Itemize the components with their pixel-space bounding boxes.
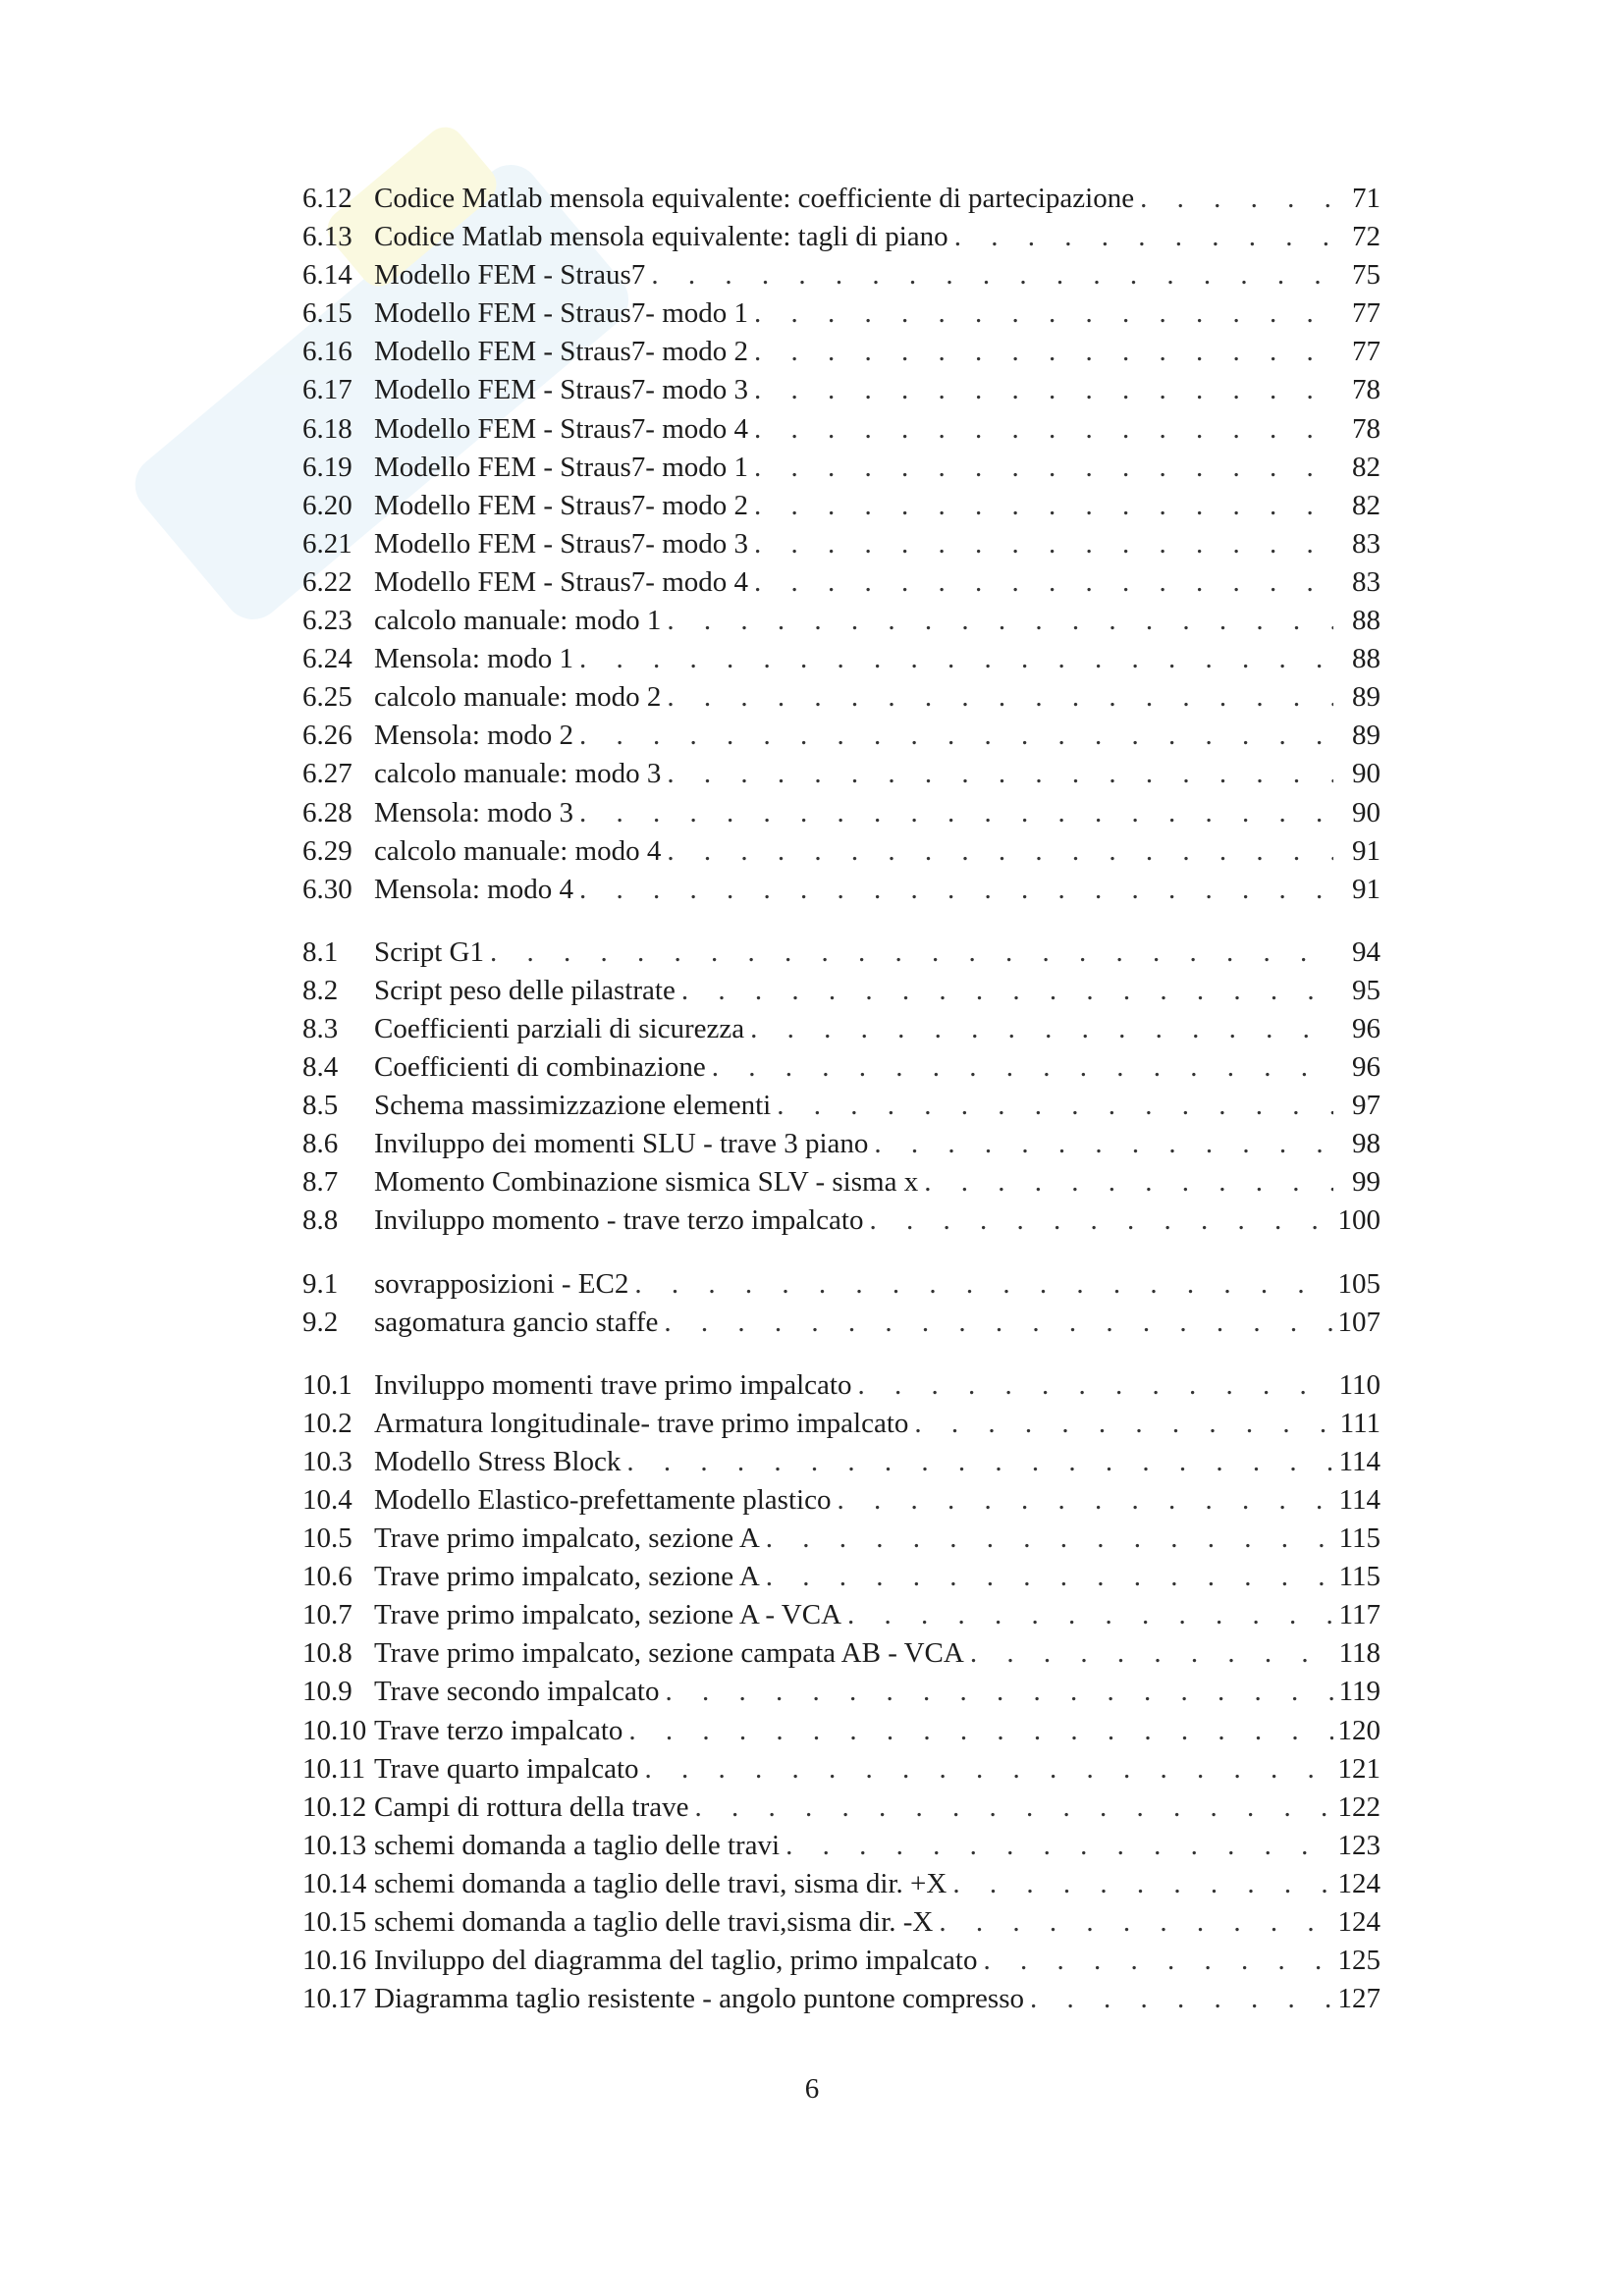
dot-leader (964, 1634, 1333, 1673)
dot-leader (831, 1481, 1333, 1520)
toc-entry[interactable] (302, 1634, 1380, 1673)
page-ref: 117 (1338, 1599, 1380, 1631)
figure-title: Modello FEM - Straus7- modo 2 (374, 489, 749, 521)
page-ref: 82 (1352, 451, 1380, 483)
page-ref: 88 (1352, 605, 1380, 637)
page-ref: 77 (1352, 336, 1380, 368)
figure-number: 10.11 (302, 1752, 366, 1785)
toc-entry[interactable] (302, 1201, 1380, 1240)
dot-leader (748, 333, 1333, 371)
dot-leader (484, 934, 1333, 972)
figure-title: Coefficienti di combinazione (374, 1051, 706, 1084)
figure-number: 10.12 (302, 1790, 367, 1823)
dot-leader (780, 1827, 1333, 1865)
figure-number: 6.29 (302, 834, 352, 867)
dot-leader (748, 525, 1333, 563)
figure-number: 9.2 (302, 1306, 339, 1338)
toc-entry[interactable] (302, 1048, 1380, 1087)
figure-title: Codice Matlab mensola equivalente: coefficiente di partecipazione (374, 183, 1135, 214)
figure-title: Trave quarto impalcato (374, 1752, 639, 1785)
toc-entry[interactable] (302, 525, 1380, 563)
page-ref: 122 (1337, 1790, 1380, 1823)
page-ref: 78 (1352, 374, 1380, 406)
toc-entry[interactable] (302, 972, 1380, 1010)
dot-leader (658, 1304, 1333, 1342)
page-ref: 98 (1352, 1128, 1380, 1160)
figure-number: 8.2 (302, 974, 339, 1006)
toc-entry[interactable] (302, 1304, 1380, 1342)
toc-entry[interactable] (302, 1125, 1380, 1163)
dot-leader (639, 1750, 1333, 1789)
toc-entry[interactable] (302, 1405, 1380, 1443)
page-ref: 82 (1352, 489, 1380, 521)
toc-entry[interactable] (302, 1827, 1380, 1865)
figure-number: 8.5 (302, 1090, 339, 1122)
figure-title: Trave primo impalcato, sezione campata AB - VCA (374, 1637, 964, 1670)
toc-group (302, 934, 1380, 1241)
figure-number: 10.2 (302, 1407, 352, 1439)
page-ref: 124 (1337, 1867, 1380, 1899)
toc-entry[interactable] (302, 1163, 1380, 1201)
figure-number: 6.28 (302, 796, 352, 828)
figure-title: Modello FEM - Straus7- modo 2 (374, 336, 749, 368)
page-ref: 124 (1337, 1906, 1380, 1939)
page-ref: 75 (1352, 259, 1380, 292)
figure-number: 10.15 (302, 1906, 367, 1939)
dot-leader (676, 972, 1333, 1010)
figure-number: 8.7 (302, 1166, 339, 1199)
dot-leader (868, 1125, 1333, 1163)
page-ref: 110 (1338, 1368, 1380, 1401)
dot-leader (918, 1163, 1333, 1201)
toc-entry[interactable] (302, 1366, 1380, 1405)
figure-number: 6.15 (302, 297, 352, 330)
toc-entry[interactable] (302, 1673, 1380, 1711)
figure-title: Trave primo impalcato, sezione A (374, 1522, 760, 1555)
dot-leader (748, 371, 1333, 409)
page-ref: 91 (1352, 873, 1380, 905)
figure-title: Mensola: modo 1 (374, 643, 573, 675)
page-ref: 114 (1338, 1484, 1380, 1516)
figure-title: calcolo manuale: modo 3 (374, 758, 662, 790)
dot-leader (661, 832, 1333, 871)
toc-entry[interactable] (302, 678, 1380, 717)
list-of-figures (302, 180, 1380, 2043)
page-ref: 121 (1337, 1752, 1380, 1785)
toc-entry[interactable] (302, 1443, 1380, 1481)
figure-title: Script G1 (374, 935, 484, 968)
dot-leader (661, 602, 1333, 640)
figure-number: 10.17 (302, 1983, 367, 2015)
dot-leader (947, 1865, 1333, 1903)
figure-number: 6.14 (302, 259, 352, 292)
dot-leader (645, 256, 1333, 294)
page-ref: 115 (1338, 1561, 1380, 1593)
figure-title: Inviluppo dei momenti SLU - trave 3 piano (374, 1128, 869, 1160)
page-ref: 77 (1352, 297, 1380, 330)
figure-number: 10.10 (302, 1714, 367, 1746)
page-ref: 89 (1352, 720, 1380, 752)
page-ref: 120 (1337, 1714, 1380, 1746)
toc-entry[interactable] (302, 602, 1380, 640)
dot-leader (771, 1087, 1333, 1125)
toc-entry[interactable] (302, 256, 1380, 294)
toc-entry[interactable] (302, 218, 1380, 256)
dot-leader (863, 1201, 1333, 1240)
figure-number: 10.4 (302, 1484, 352, 1516)
toc-group (302, 1366, 1380, 2019)
figure-number: 6.21 (302, 527, 352, 560)
dot-leader (1134, 180, 1333, 218)
dot-leader (1024, 1980, 1333, 2018)
figure-title: Modello FEM - Straus7- modo 4 (374, 412, 749, 445)
dot-leader (628, 1265, 1333, 1304)
page-ref: 83 (1352, 565, 1380, 598)
toc-entry[interactable] (302, 1980, 1380, 2018)
page-ref: 107 (1337, 1306, 1380, 1338)
toc-entry[interactable] (302, 371, 1380, 409)
dot-leader (748, 563, 1333, 602)
page-ref: 96 (1352, 1051, 1380, 1084)
figure-title: Armatura longitudinale- trave primo impalcato (374, 1407, 909, 1439)
figure-number: 6.26 (302, 720, 352, 752)
figure-number: 6.30 (302, 873, 352, 905)
figure-title: Diagramma taglio resistente - angolo puntone compresso (374, 1983, 1024, 2015)
toc-entry[interactable] (302, 1265, 1380, 1304)
dot-leader (573, 717, 1333, 755)
dot-leader (661, 678, 1333, 717)
figure-title: schemi domanda a taglio delle travi,sisma dir. -X (374, 1906, 934, 1939)
toc-entry[interactable] (302, 794, 1380, 832)
toc-entry[interactable] (302, 1942, 1380, 1980)
toc-entry[interactable] (302, 563, 1380, 602)
page-ref: 96 (1352, 1012, 1380, 1044)
page-ref: 114 (1338, 1445, 1380, 1477)
page-ref: 90 (1352, 758, 1380, 790)
figure-title: Modello FEM - Straus7 (374, 259, 646, 292)
page-ref: 100 (1337, 1204, 1380, 1237)
figure-number: 6.16 (302, 336, 352, 368)
figure-number: 6.12 (302, 183, 352, 214)
figure-number: 8.6 (302, 1128, 339, 1160)
dot-leader (933, 1903, 1333, 1942)
figure-title: Inviluppo momenti trave primo impalcato (374, 1368, 852, 1401)
page-ref: 78 (1352, 412, 1380, 445)
page-ref: 118 (1338, 1637, 1380, 1670)
figure-title: calcolo manuale: modo 2 (374, 681, 662, 714)
page-ref: 88 (1352, 643, 1380, 675)
toc-group (302, 180, 1380, 909)
figure-number: 6.25 (302, 681, 352, 714)
figure-title: Modello Elastico-prefettamente plastico (374, 1484, 832, 1516)
figure-number: 8.8 (302, 1204, 339, 1237)
dot-leader (841, 1596, 1333, 1634)
figure-number: 10.8 (302, 1637, 352, 1670)
figure-title: Codice Matlab mensola equivalente: tagli di piano (374, 221, 948, 253)
dot-leader (851, 1366, 1333, 1405)
page-ref: 125 (1337, 1945, 1380, 1977)
figure-number: 6.24 (302, 643, 352, 675)
dot-leader (748, 487, 1333, 525)
figure-number: 6.13 (302, 221, 352, 253)
dot-leader (659, 1673, 1333, 1711)
toc-entry[interactable] (302, 1520, 1380, 1558)
toc-entry[interactable] (302, 871, 1380, 909)
figure-title: Trave primo impalcato, sezione A (374, 1561, 760, 1593)
figure-number: 10.13 (302, 1829, 367, 1861)
figure-title: Mensola: modo 4 (374, 873, 573, 905)
figure-title: Trave secondo impalcato (374, 1676, 660, 1708)
figure-title: calcolo manuale: modo 1 (374, 605, 662, 637)
dot-leader (748, 294, 1333, 333)
figure-title: Trave terzo impalcato (374, 1714, 623, 1746)
figure-number: 8.1 (302, 935, 339, 968)
toc-entry[interactable] (302, 640, 1380, 678)
figure-number: 6.23 (302, 605, 352, 637)
figure-number: 9.1 (302, 1267, 339, 1300)
figure-title: Mensola: modo 2 (374, 720, 573, 752)
page-ref: 97 (1352, 1090, 1380, 1122)
page-number: 6 (804, 2073, 820, 2105)
toc-entry[interactable] (302, 487, 1380, 525)
figure-number: 6.18 (302, 412, 352, 445)
toc-entry[interactable] (302, 1750, 1380, 1789)
figure-title: Script peso delle pilastrate (374, 974, 676, 1006)
toc-entry[interactable] (302, 180, 1380, 218)
figure-number: 8.3 (302, 1012, 339, 1044)
page-ref: 105 (1337, 1267, 1380, 1300)
toc-entry[interactable] (302, 832, 1380, 871)
toc-entry[interactable] (302, 717, 1380, 755)
figure-title: sovrapposizioni - EC2 (374, 1267, 629, 1300)
toc-entry[interactable] (302, 755, 1380, 793)
figure-number: 8.4 (302, 1051, 339, 1084)
toc-entry[interactable] (302, 934, 1380, 972)
toc-entry[interactable] (302, 1596, 1380, 1634)
figure-title: calcolo manuale: modo 4 (374, 834, 662, 867)
dot-leader (760, 1558, 1333, 1596)
toc-entry[interactable] (302, 449, 1380, 487)
figure-title: Mensola: modo 3 (374, 796, 573, 828)
toc-entry[interactable] (302, 1010, 1380, 1048)
page-ref: 83 (1352, 527, 1380, 560)
dot-leader (689, 1789, 1333, 1827)
page-ref: 119 (1338, 1676, 1380, 1708)
figure-number: 6.27 (302, 758, 352, 790)
dot-leader (748, 410, 1333, 449)
page-ref: 72 (1352, 221, 1380, 253)
page-ref: 71 (1352, 183, 1380, 214)
dot-leader (748, 449, 1333, 487)
toc-group (302, 1265, 1380, 1342)
figure-title: Momento Combinazione sismica SLV - sisma x (374, 1166, 919, 1199)
page-ref: 127 (1337, 1983, 1380, 2015)
dot-leader (621, 1443, 1333, 1481)
toc-entry[interactable] (302, 1481, 1380, 1520)
toc-entry[interactable] (302, 410, 1380, 449)
page-ref: 89 (1352, 681, 1380, 714)
page-ref: 91 (1352, 834, 1380, 867)
dot-leader (573, 871, 1333, 909)
dot-leader (573, 640, 1333, 678)
figure-title: Modello Stress Block (374, 1445, 622, 1477)
toc-entry[interactable] (302, 1789, 1380, 1827)
figure-number: 6.19 (302, 451, 352, 483)
page-ref: 90 (1352, 796, 1380, 828)
toc-entry[interactable] (302, 1865, 1380, 1903)
page-ref: 99 (1352, 1166, 1380, 1199)
figure-title: schemi domanda a taglio delle travi (374, 1829, 781, 1861)
figure-number: 6.20 (302, 489, 352, 521)
figure-number: 10.5 (302, 1522, 352, 1555)
figure-title: Trave primo impalcato, sezione A - VCA (374, 1599, 842, 1631)
figure-number: 10.9 (302, 1676, 352, 1708)
figure-title: Modello FEM - Straus7- modo 3 (374, 527, 749, 560)
toc-entry[interactable] (302, 294, 1380, 333)
toc-entry[interactable] (302, 333, 1380, 371)
figure-number: 10.1 (302, 1368, 352, 1401)
figure-title: Modello FEM - Straus7- modo 3 (374, 374, 749, 406)
figure-title: Inviluppo momento - trave terzo impalcato (374, 1204, 864, 1237)
page-ref: 95 (1352, 974, 1380, 1006)
dot-leader (760, 1520, 1333, 1558)
toc-entry[interactable] (302, 1087, 1380, 1125)
figure-title: Modello FEM - Straus7- modo 1 (374, 297, 749, 330)
dot-leader (623, 1712, 1333, 1750)
page-ref: 94 (1352, 935, 1380, 968)
dot-leader (977, 1942, 1333, 1980)
figure-number: 10.6 (302, 1561, 352, 1593)
dot-leader (661, 755, 1333, 793)
figure-title: schemi domanda a taglio delle travi, sisma dir. +X (374, 1867, 947, 1899)
figure-number: 6.22 (302, 565, 352, 598)
dot-leader (573, 794, 1333, 832)
figure-number: 10.16 (302, 1945, 367, 1977)
figure-number: 10.3 (302, 1445, 352, 1477)
figure-number: 6.17 (302, 374, 352, 406)
figure-title: Campi di rottura della trave (374, 1790, 689, 1823)
page-ref: 111 (1339, 1407, 1380, 1439)
toc-entry[interactable] (302, 1903, 1380, 1942)
toc-entry[interactable] (302, 1712, 1380, 1750)
figure-title: sagomatura gancio staffe (374, 1306, 659, 1338)
figure-title: Coefficienti parziali di sicurezza (374, 1012, 745, 1044)
page-ref: 123 (1337, 1829, 1380, 1861)
dot-leader (744, 1010, 1333, 1048)
figure-title: Modello FEM - Straus7- modo 1 (374, 451, 749, 483)
figure-title: Inviluppo del diagramma del taglio, primo impalcato (374, 1945, 978, 1977)
toc-entry[interactable] (302, 1558, 1380, 1596)
figure-title: Modello FEM - Straus7- modo 4 (374, 565, 749, 598)
dot-leader (706, 1048, 1333, 1087)
figure-number: 10.7 (302, 1599, 352, 1631)
figure-number: 10.14 (302, 1867, 367, 1899)
page-ref: 115 (1338, 1522, 1380, 1555)
dot-leader (948, 218, 1333, 256)
dot-leader (908, 1405, 1333, 1443)
figure-title: Schema massimizzazione elementi (374, 1090, 772, 1122)
